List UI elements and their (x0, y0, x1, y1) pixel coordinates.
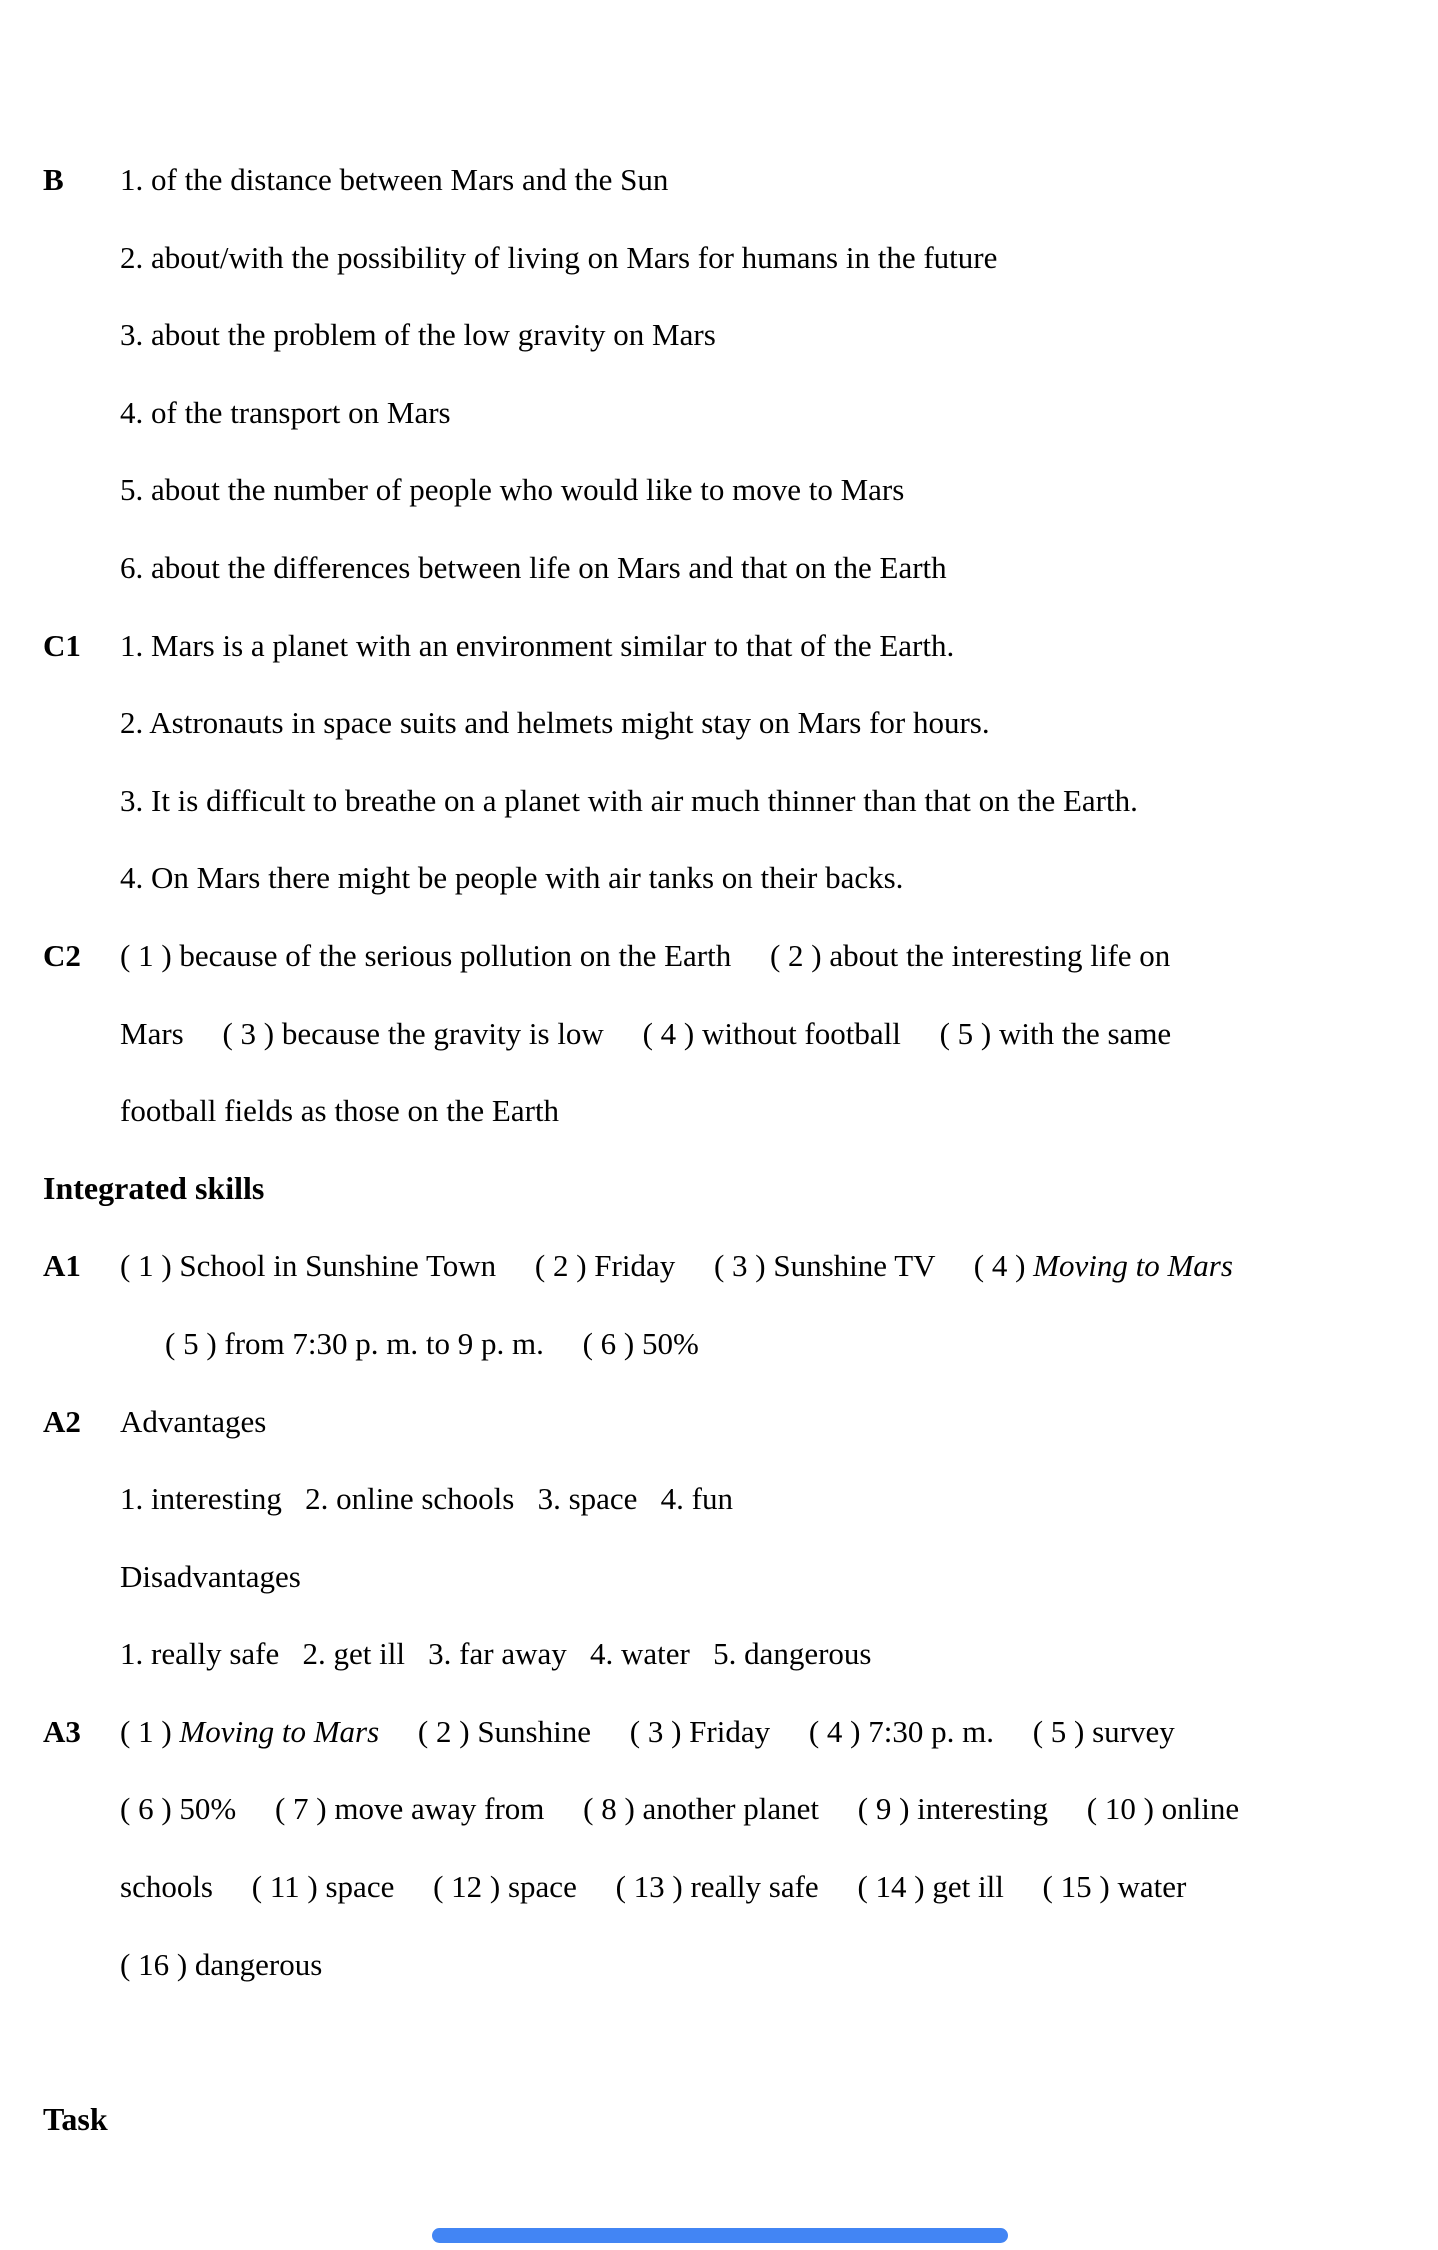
answer-line-content (120, 141, 1438, 219)
section-label: C1 (43, 627, 81, 663)
answer-line (0, 995, 1438, 1073)
section-label: C2 (43, 937, 81, 973)
answer-line-content (165, 1305, 1438, 1383)
answer-line-content (120, 219, 1438, 297)
section-label: A2 (43, 1403, 81, 1439)
answer-line (0, 1848, 1438, 1926)
section-label: B (43, 162, 64, 197)
answer-text: Advantages (120, 1403, 267, 1439)
answer-line (0, 839, 1438, 917)
section-label: A3 (43, 1713, 81, 1749)
answer-line-content (120, 995, 1438, 1073)
answer-line (0, 1460, 1438, 1538)
answer-line (0, 1072, 1438, 1150)
answer-line (0, 1693, 1438, 1771)
answer-line (0, 219, 1438, 297)
italic-book-title: Moving to Mars (179, 1713, 380, 1749)
answer-text: 1. interesting 2. online schools 3. space 4. fun (120, 1481, 734, 1517)
answer-text: ( 2 ) Sunshine ( 3 ) Friday ( 4 ) 7:30 p. m. ( 5 ) survey (379, 1713, 1175, 1749)
answer-text: 4. On Mars there might be people with air tanks on their backs. (120, 860, 904, 896)
answer-line-content (120, 607, 1438, 685)
answer-line-content (120, 1227, 1438, 1305)
section-heading (0, 1150, 1438, 1228)
answer-line-content (120, 1538, 1438, 1616)
answer-line (0, 374, 1438, 452)
answer-line-content (120, 1072, 1438, 1150)
answer-line-content (120, 839, 1438, 917)
answer-text: ( 6 ) 50% ( 7 ) move away from ( 8 ) another planet ( 9 ) interesting ( 10 ) online (120, 1791, 1240, 1827)
answer-text: 3. about the problem of the low gravity on Mars (120, 317, 716, 353)
section-label: A1 (43, 1248, 81, 1284)
answer-line-content (120, 1615, 1438, 1693)
answer-line-content (120, 451, 1438, 529)
answer-line-content (120, 1693, 1438, 1771)
answer-text: ( 1 ) (120, 1713, 180, 1749)
answer-text: 1. of the distance between Mars and the Sun (120, 162, 669, 197)
answer-text: 2. about/with the possibility of living on Mars for humans in the future (120, 239, 998, 275)
answer-text: ( 1 ) because of the serious pollution on the Earth ( 2 ) about the interesting life on (120, 937, 1171, 973)
answer-line (0, 1770, 1438, 1848)
answer-text: 3. It is difficult to breathe on a planet with air much thinner than that on the Earth. (120, 782, 1138, 818)
answer-text: ( 5 ) from 7:30 p. m. to 9 p. m. ( 6 ) 50% (165, 1325, 699, 1361)
answer-text: 1. Mars is a planet with an environment similar to that of the Earth. (120, 627, 955, 663)
answer-text: 4. of the transport on Mars (120, 394, 451, 430)
answer-text: 2. Astronauts in space suits and helmets might stay on Mars for hours. (120, 705, 990, 741)
answer-line (0, 451, 1438, 529)
answer-line-content (120, 296, 1438, 374)
answer-text: Integrated skills (43, 1169, 265, 1206)
answer-line (0, 529, 1438, 607)
answer-text: 1. really safe 2. get ill 3. far away 4. water 5. dangerous (120, 1636, 872, 1672)
answer-text: 6. about the differences between life on Mars and that on the Earth (120, 549, 947, 585)
answer-line-content (120, 374, 1438, 452)
answer-line-content (120, 1926, 1438, 2004)
answer-line (0, 917, 1438, 995)
answer-text: Task (43, 2100, 108, 2137)
answer-line-content (120, 1383, 1438, 1461)
answer-text: football fields as those on the Earth (120, 1093, 560, 1129)
answer-text: Disadvantages (120, 1558, 301, 1594)
answer-line-content (43, 2081, 1438, 2159)
answer-line (0, 296, 1438, 374)
answer-line-content (120, 684, 1438, 762)
answer-text: ( 16 ) dangerous (120, 1946, 323, 1982)
answer-line (0, 1926, 1438, 2004)
answer-line-content (120, 917, 1438, 995)
answer-line-content (43, 1150, 1438, 1228)
answer-line-content (120, 529, 1438, 607)
answer-text: schools ( 11 ) space ( 12 ) space ( 13 ) really safe ( 14 ) get ill ( 15 ) water (120, 1869, 1187, 1905)
answer-text: Mars ( 3 ) because the gravity is low ( 4 ) without football ( 5 ) with the same (120, 1015, 1172, 1051)
section-heading (0, 2081, 1438, 2159)
italic-book-title: Moving to Mars (1033, 1248, 1233, 1284)
answer-line-content (120, 1848, 1438, 1926)
answer-line (0, 1538, 1438, 1616)
answer-line (0, 1383, 1438, 1461)
answer-text: 5. about the number of people who would like to move to Mars (120, 472, 905, 508)
answer-line-content (120, 762, 1438, 840)
answer-line (0, 684, 1438, 762)
answer-line (0, 762, 1438, 840)
answer-line (0, 2003, 1438, 2081)
answer-line (0, 1305, 1438, 1383)
answer-line-content (120, 1460, 1438, 1538)
answer-line (0, 607, 1438, 685)
answer-line (0, 1227, 1438, 1305)
answer-line-content (120, 1770, 1438, 1848)
answer-text: ( 1 ) School in Sunshine Town ( 2 ) Friday ( 3 ) Sunshine TV ( 4 ) (120, 1248, 1034, 1284)
page-scroll-indicator[interactable] (432, 2228, 1008, 2243)
answer-line (0, 1615, 1438, 1693)
answer-line (0, 141, 1438, 219)
